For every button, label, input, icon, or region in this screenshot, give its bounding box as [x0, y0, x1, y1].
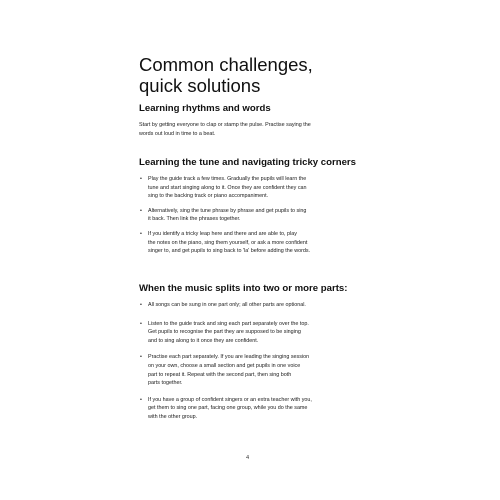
list-item	[139, 301, 379, 310]
list-item-line: the notes on the piano, sing them yourself, or ask a more confident	[148, 239, 308, 246]
list-item-line: part to repeat it. Repeat with the second part, then sing both	[148, 371, 292, 378]
bullet-icon: •	[140, 396, 142, 403]
list-item-line: Play the guide track a few times. Gradually the pupils will learn the	[148, 176, 307, 182]
list-item	[139, 230, 379, 256]
page-number: 4	[246, 455, 250, 461]
section-learning-rhythms	[139, 103, 379, 138]
list-item	[139, 175, 379, 201]
bullet-icon: •	[140, 207, 142, 214]
list-item-line: Practise each part separately. If you are leading the singing session	[148, 354, 310, 361]
bullet-icon: •	[140, 230, 142, 237]
list-item-line: If you have a group of confident singers or an extra teacher with you,	[148, 396, 312, 403]
list-item-line: on your own, choose a small section and get pupils in one voice	[148, 362, 301, 369]
list-item-line: Alternatively, sing the tune phrase by phrase and get pupils to sing	[148, 207, 307, 214]
list-item-line: sing to the backing track or piano accompaniment.	[148, 193, 269, 200]
list-item	[139, 320, 379, 346]
list-item-line: and to sing along to it once they are confident.	[148, 337, 259, 344]
page-title-line-2: quick solutions	[139, 75, 261, 97]
section-music-splits	[139, 283, 379, 422]
list-item	[139, 353, 379, 387]
bullet-icon: •	[140, 354, 142, 361]
list-item-line: singer to, and get pupils to sing back to 'la' before adding the words.	[148, 248, 311, 255]
list-item-line: All songs can be sung in one part only; all other parts are optional.	[148, 302, 306, 308]
section-heading: Learning rhythms and words	[139, 103, 271, 114]
bullet-icon: •	[140, 176, 142, 182]
bullet-icon: •	[140, 302, 142, 308]
list-item-line: Get pupils to recognise the part they are supposed to be singing	[148, 329, 301, 336]
page-title-line-1: Common challenges,	[139, 54, 313, 76]
list-item-line: it back. Then link the phrases together.	[148, 216, 241, 223]
list-item-line: tune and start singing along to it. Once they are confident they can	[148, 184, 307, 191]
section-heading: When the music splits into two or more parts:	[139, 283, 348, 294]
bullet-list	[139, 301, 379, 422]
section-paragraph	[139, 121, 379, 138]
list-item-line: get them to sing one part, facing one group, while you do the same	[148, 405, 308, 412]
bullet-icon: •	[140, 320, 142, 327]
paragraph-line: words out loud in time to a beat.	[139, 130, 216, 137]
section-heading: Learning the tune and navigating tricky corners	[139, 157, 356, 168]
list-item-line: parts together.	[148, 380, 183, 387]
paragraph-line: Start by getting everyone to clap or stamp the pulse. Practise saying the	[139, 122, 311, 128]
list-item-line: If you identify a tricky leap here and there and are able to, play	[148, 230, 297, 237]
list-item-line: with the other group.	[148, 413, 198, 420]
bullet-list	[139, 175, 379, 256]
section-learning-tune	[139, 157, 379, 256]
list-item	[139, 207, 379, 224]
list-item	[139, 396, 379, 422]
list-item-line: Listen to the guide track and sing each part separately over the top.	[148, 320, 309, 327]
page-title	[139, 54, 459, 96]
